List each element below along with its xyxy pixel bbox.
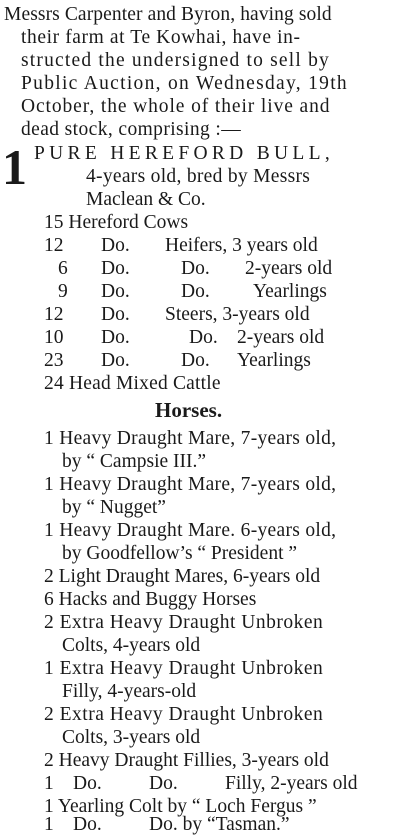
intro-line: Messrs Carpenter and Byron, having sold	[4, 4, 332, 25]
cattle-desc: Yearlings	[237, 350, 311, 371]
horse-item: 1 Yearling Colt by “ Loch Fergus ”	[44, 796, 317, 817]
horse-item: 1 Heavy Draught Mare. 6-years old,	[44, 520, 337, 541]
cattle-count: 6	[58, 258, 68, 279]
horse-item-detail: Filly, 4-years-old	[62, 681, 197, 702]
horse-item: 1 Heavy Draught Mare, 7-years old,	[44, 428, 337, 449]
cattle-ditto: Do.	[101, 258, 130, 279]
horse-item: 1 Extra Heavy Draught Unbroken	[44, 658, 324, 679]
cattle-ditto: Do.	[101, 327, 130, 348]
bull-description: Maclean & Co.	[86, 189, 206, 210]
horse-item-detail: by Goodfellow’s “ President ”	[62, 543, 298, 564]
cattle-count: 23	[44, 350, 64, 371]
intro-line: October, the whole of their live and	[21, 96, 331, 117]
cattle-ditto: Do.	[101, 281, 130, 302]
cattle-desc: 2-years old	[237, 327, 325, 348]
bull-description: 4-years old, bred by Messrs	[86, 166, 311, 187]
cattle-ditto: Do.	[181, 350, 210, 371]
cattle-ditto: Do.	[189, 327, 218, 348]
section-heading-horses: Horses.	[155, 398, 223, 422]
horse-count: 1	[44, 814, 54, 835]
cattle-desc: Yearlings	[253, 281, 327, 302]
horse-ditto: Do.	[73, 814, 102, 835]
bull-count-dropcap: 1	[2, 139, 27, 195]
horse-item-detail: by “ Nugget”	[62, 497, 166, 518]
horse-item: 1 Heavy Draught Mare, 7-years old,	[44, 474, 337, 495]
cattle-desc: Steers, 3-years old	[165, 304, 310, 325]
cattle-desc: Heifers, 3 years old	[165, 235, 318, 256]
horse-ditto: Do.	[73, 773, 102, 794]
cattle-ditto: Do.	[101, 304, 130, 325]
cattle-item: 15 Hereford Cows	[44, 212, 189, 233]
cattle-ditto: Do.	[101, 235, 130, 256]
horse-item-detail: by “ Campsie III.”	[62, 451, 207, 472]
intro-line: dead stock, comprising :—	[21, 119, 242, 140]
intro-line: Public Auction, on Wednesday, 19th	[21, 73, 348, 94]
horse-item: 2 Heavy Draught Fillies, 3-years old	[44, 750, 329, 771]
horse-desc: Filly, 2-years old	[225, 773, 358, 794]
horse-item-detail: Colts, 3-years old	[62, 727, 201, 748]
cattle-ditto: Do.	[101, 350, 130, 371]
horse-desc: Do. by “Tasman.”	[149, 814, 290, 835]
cattle-count: 12	[44, 304, 64, 325]
cattle-count: 10	[44, 327, 64, 348]
bull-title: PURE HEREFORD BULL,	[34, 143, 335, 164]
intro-line: structed the undersigned to sell by	[21, 50, 330, 71]
horse-ditto: Do.	[149, 773, 178, 794]
cattle-item: 24 Head Mixed Cattle	[44, 373, 221, 394]
cattle-ditto: Do.	[181, 258, 210, 279]
horse-item: 6 Hacks and Buggy Horses	[44, 589, 257, 610]
cattle-ditto: Do.	[181, 281, 210, 302]
horse-item-detail: Colts, 4-years old	[62, 635, 201, 656]
cattle-count: 9	[58, 281, 68, 302]
cattle-desc: 2-years old	[245, 258, 333, 279]
horse-item: 2 Extra Heavy Draught Unbroken	[44, 704, 324, 725]
horse-count: 1	[44, 773, 54, 794]
cattle-count: 12	[44, 235, 64, 256]
horse-item: 2 Extra Heavy Draught Unbroken	[44, 612, 324, 633]
intro-line: their farm at Te Kowhai, have in-	[21, 27, 301, 48]
horse-item: 2 Light Draught Mares, 6-years old	[44, 566, 321, 587]
